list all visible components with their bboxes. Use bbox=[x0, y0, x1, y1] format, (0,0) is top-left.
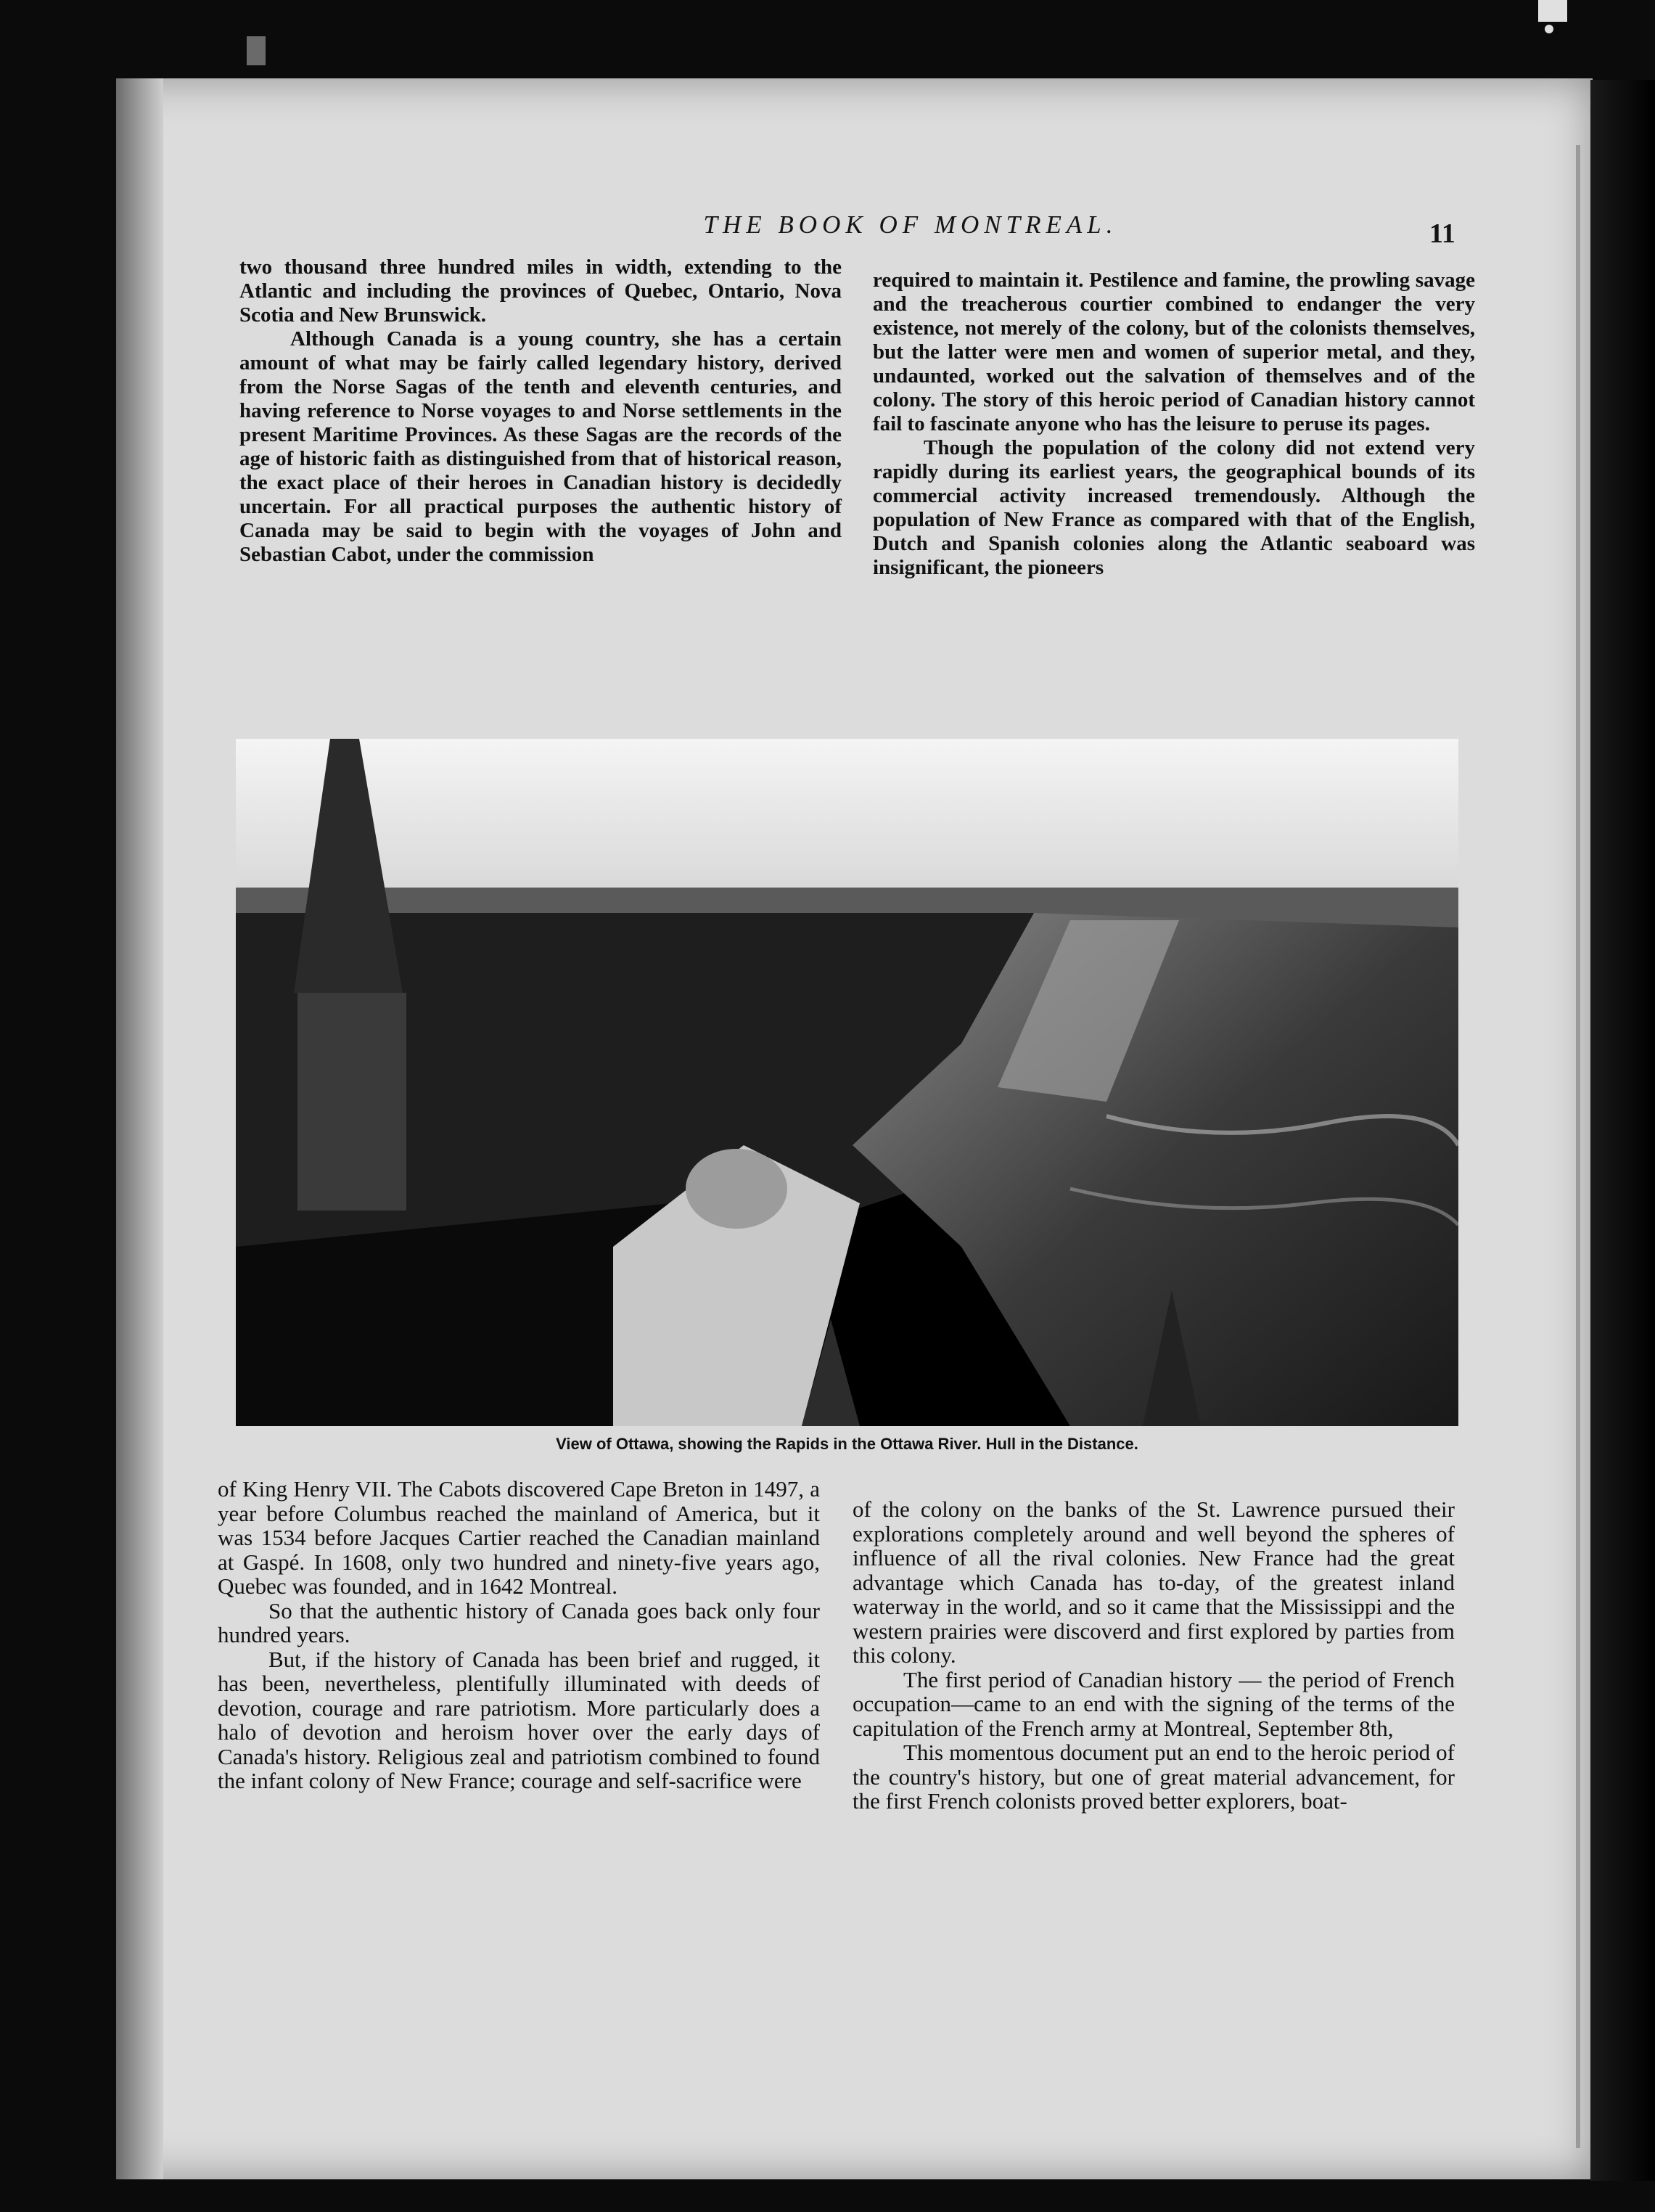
page-number: 11 bbox=[1429, 218, 1455, 249]
paragraph: So that the authentic history of Canada goes back only four hundred years. bbox=[218, 1597, 820, 1647]
paragraph: The first period of Canadian history — the period of French occupation—came to an end with the signing of the terms of the capitulation of the French army at Montreal, September 8th, bbox=[853, 1666, 1455, 1741]
paragraph: This momentous document put an end to the heroic period of the country's history, but one of great material advancement, for the first French colonists proved better explorers, boat- bbox=[853, 1740, 1455, 1814]
binding-gutter bbox=[116, 78, 163, 2179]
page-edge-line bbox=[1576, 145, 1580, 2148]
paragraph: two thousand three hundred miles in width, extending to the Atlantic and including the provinces of Quebec, Ontario, Nova Scotia and New Brunswick. bbox=[239, 255, 842, 327]
photo-caption: View of Ottawa, showing the Rapids in the Ottawa River. Hull in the Distance. bbox=[556, 1435, 1138, 1453]
column-top-left bbox=[239, 255, 842, 567]
scan-border-right bbox=[1590, 80, 1655, 2181]
paragraph: of the colony on the banks of the St. Lawrence pursued their explorations completely around and well beyond the spheres of influence of all the rival colonies. New France had the great advantage which Canada has to-day, of the greatest inland waterway in the world, and so it came that the Mississippi and the western prairies were discoverd and first explored by parties from this colony. bbox=[853, 1496, 1455, 1668]
paragraph: But, if the history of Canada has been brief and rugged, it has been, nevertheless, plentifully illuminated with deeds of devotion, courage and rare patriotism. More particularly does a halo of devotion and heroism hover over the early days of Canada's history. Religious zeal and patriotism combined to found the infant colony of New France; courage and self-sacrifice were bbox=[218, 1646, 820, 1793]
running-head: THE BOOK OF MONTREAL. bbox=[703, 210, 1118, 239]
column-bottom-left bbox=[218, 1477, 820, 1793]
paragraph: of King Henry VII. The Cabots discovered Cape Breton in 1497, a year before Columbus reached the mainland of America, but it was 1534 before Jacques Cartier reached the Canadian mainland at Gaspé. In 1608, only two hundred and ninety-five years ago, Quebec was founded, and in 1642 Montreal. bbox=[218, 1476, 820, 1599]
paragraph: required to maintain it. Pestilence and famine, the prowling savage and the treacherous courtier combined to endanger the very existence, not merely of the colony, but of the colonists themselves, but the latter were men and women of superior metal, and they, undaunted, worked out the salvation of themselves and of the colony. The story of this heroic period of Canadian history cannot fail to fascinate anyone who has the leisure to peruse its pages. bbox=[873, 269, 1475, 435]
scan-border-top bbox=[0, 0, 1655, 80]
column-bottom-right bbox=[853, 1497, 1455, 1814]
column-top-right bbox=[873, 269, 1475, 580]
paragraph: Though the population of the colony did not extend very rapidly during its earliest years, the geographical bounds of its commercial activity increased tremendously. Although the population of New France as compared with that of the English, Dutch and Spanish colonies along the Atlantic seaboard was insignificant, the pioneers bbox=[873, 436, 1475, 579]
paragraph: Although Canada is a young country, she has a certain amount of what may be fairly called legendary history, derived from the Norse Sagas of the tenth and eleventh centuries, and having reference to Norse voyages to and Norse settlements in the present Maritime Provinces. As these Sagas are the records of the age of historic faith as distinguished from that of historical reason, the exact place of their heroes in Canadian history is decidedly uncertain. For all practical purposes the authentic history of Canada may be said to begin with the voyages of John and Sebastian Cabot, under the commission bbox=[239, 327, 842, 566]
photo-ottawa-view bbox=[236, 739, 1458, 1426]
